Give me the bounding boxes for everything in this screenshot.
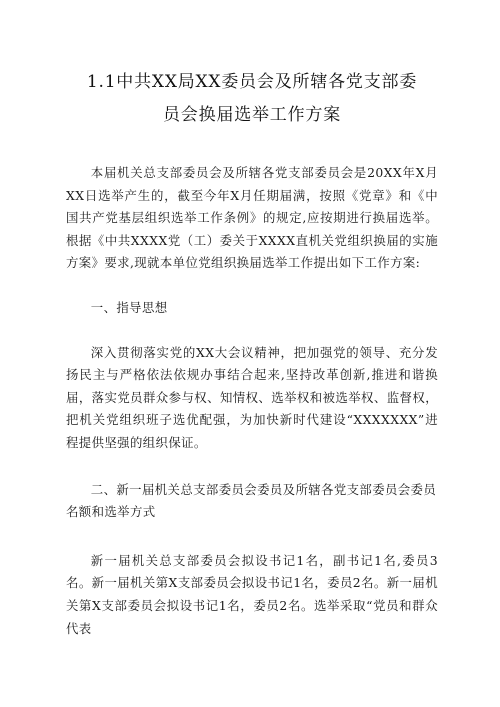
title-block [66, 0, 438, 132]
intro-paragraph: 本届机关总支部委员会及所辖各党支部委员会是20XX年X月XX日选举产生的，截至今年X月任期届满，按照《党章》和《中国共产党基层组织选举工作条例》的规定,应按期进行换届选举。根据《中共XXXX党（工）委关于XXXX直机关党组织换届的实施方案》要求,现就本单位党组织换届选举工作提出如下工作方案: [66, 165, 438, 271]
section-1-heading: 一、指导思想 [90, 299, 168, 315]
document-title-line-1: 1.1中共XX局XX委员会及所辖各党支部委 [86, 72, 418, 92]
document-title-line-2: 员会换届选举工作方案 [163, 105, 341, 125]
section-1-body: 深入贯彻落实党的XX大会议精神，把加强党的领导、充分发扬民主与严格依法依规办事结合起来,坚持改革创新,推进和谐换届，落实党员群众参与权、知情权、选举权和被选举权、监督权，把机关党组织班子选优配强，为加快新时代建设“XXXXXXX”进程提供坚强的组织保证。 [66, 344, 438, 450]
section-2-body: 新一届机关总支部委员会拟设书记1名，副书记1名,委员3名。新一届机关第X支部委员会拟设书记1名，委员2名。新一届机关第X支部委员会拟设书记1名，委员2名。选举采取“党员和群众代表 [66, 552, 438, 636]
section-2-heading: 二、新一届机关总支部委员会委员及所辖各党支部委员会委员名额和选举方式 [66, 481, 437, 520]
